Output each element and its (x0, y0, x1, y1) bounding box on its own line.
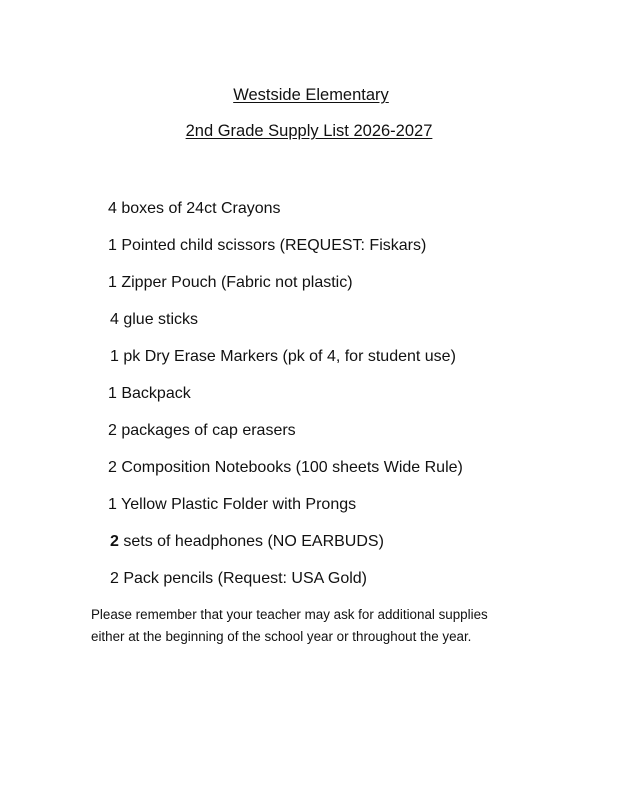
school-name: Westside Elementary (233, 86, 389, 104)
list-item (110, 532, 384, 552)
list-item: 2 Pack pencils (Request: USA Gold) (110, 570, 368, 587)
note-line: either at the beginning of the school year or throughout the year. (91, 629, 472, 644)
list-item: 4 glue sticks (110, 311, 199, 328)
list-item: 4 boxes of 24ct Crayons (108, 200, 281, 217)
additional-supplies-note (91, 604, 591, 648)
list-item: 1 Backpack (108, 385, 191, 402)
list-item: 1 Zipper Pouch (Fabric not plastic) (108, 274, 353, 291)
list-item: 2 packages of cap erasers (108, 422, 296, 439)
note-line: Please remember that your teacher may ask for additional supplies (91, 607, 488, 622)
list-item: 1 Pointed child scissors (REQUEST: Fiskars) (108, 237, 427, 254)
list-item: 2 Composition Notebooks (100 sheets Wide Rule) (108, 459, 463, 476)
item-quantity-bold: 2 (110, 533, 119, 550)
item-description: sets of headphones (NO EARBUDS) (118, 533, 384, 550)
list-item: 1 pk Dry Erase Markers (pk of 4, for student use) (110, 348, 456, 365)
supply-list-title: 2nd Grade Supply List 2026-2027 (185, 122, 433, 140)
list-item: 1 Yellow Plastic Folder with Prongs (108, 496, 357, 513)
